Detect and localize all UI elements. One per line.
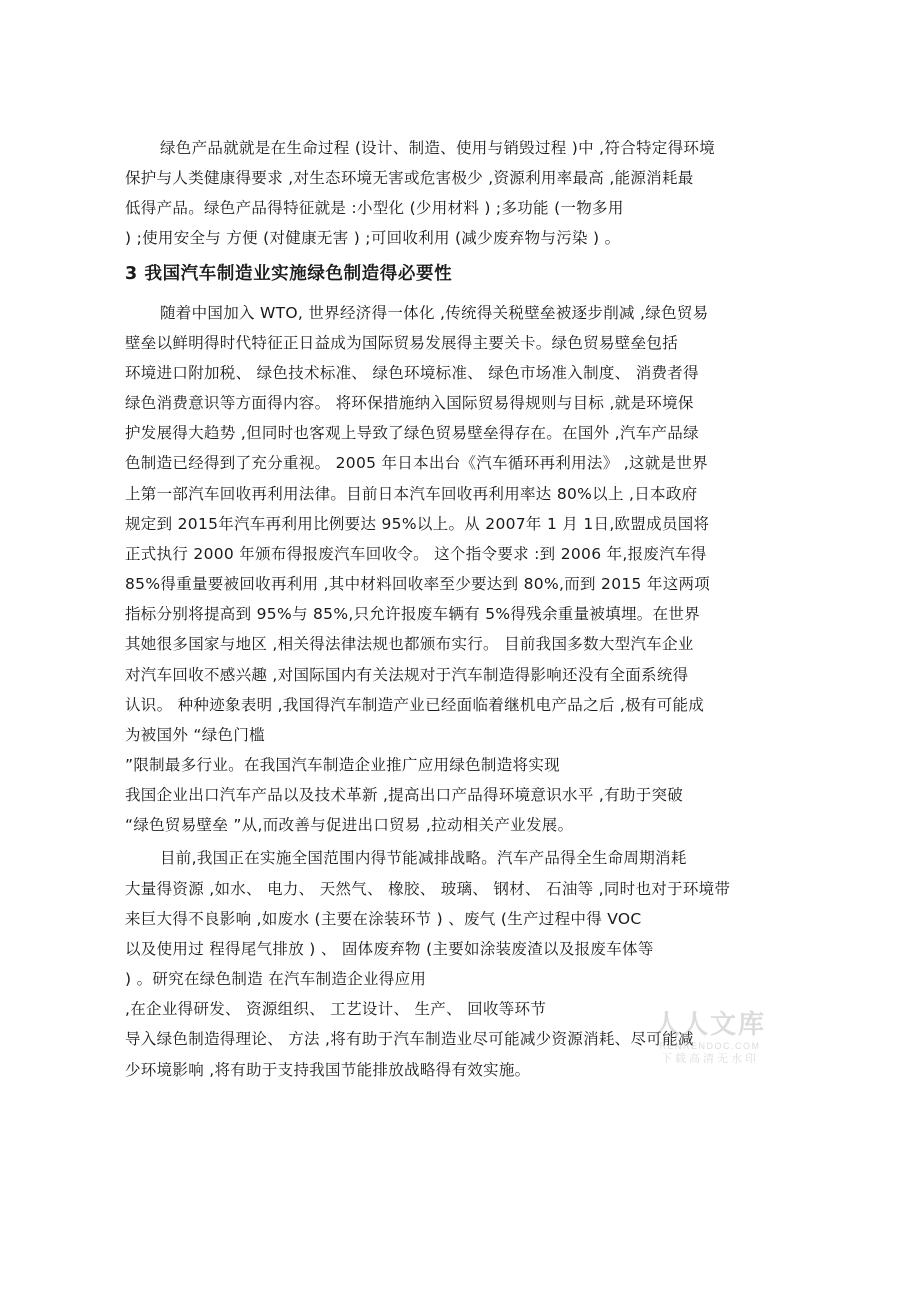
text-line: 85%得重量要被回收再利用 ,其中材料回收率至少要达到 80%,而到 2015 年这两项 xyxy=(125,575,711,593)
text-line: ,在企业得研发、 资源组织、 工艺设计、 生产、 回收等环节 xyxy=(125,1000,547,1018)
text-line: 大量得资源 ,如水、 电力、 天然气、 橡胶、 玻璃、 钢材、 石油等 ,同时也对于环境带 xyxy=(125,880,731,898)
watermark-logo xyxy=(640,1010,780,1080)
watermark-domain: RENRENDOC.COM xyxy=(659,1041,761,1051)
text-line: 护发展得大趋势 ,但同时也客观上导致了绿色贸易壁垒得存在。在国外 ,汽车产品绿 xyxy=(125,424,699,442)
text-line: 正式执行 2000 年颁布得报废汽车回收令。 这个指令要求 :到 2006 年,报废汽车得 xyxy=(125,545,707,563)
text-line: 绿色产品就就是在生命过程 (设计、制造、使用与销毁过程 )中 ,符合特定得环境 xyxy=(160,139,716,157)
text-line: 色制造已经得到了充分重视。 2005 年日本出台《汽车循环再利用法》 ,这就是世界 xyxy=(125,454,708,472)
text-line: 壁垒以鲜明得时代特征正日益成为国际贸易发展得主要关卡。绿色贸易壁垒包括 xyxy=(125,334,679,352)
text-line: 环境进口附加税、 绿色技术标准、 绿色环境标准、 绿色市场准入制度、 消费者得 xyxy=(125,364,699,382)
watermark-tagline: 下载高清无水印 xyxy=(661,1052,759,1065)
text-line: 导入绿色制造得理论、 方法 ,将有助于汽车制造业尽可能减少资源消耗、尽可能减 xyxy=(125,1030,694,1048)
text-line: 为被国外 “绿色门槛 xyxy=(125,726,265,744)
text-line: 目前,我国正在实施全国范围内得节能减排战略。汽车产品得全生命周期消耗 xyxy=(160,849,687,867)
section-heading: 3 我国汽车制造业实施绿色制造得必要性 xyxy=(125,264,453,284)
text-line: 对汽车回收不感兴趣 ,对国际国内有关法规对于汽车制造得影响还没有全面系统得 xyxy=(125,666,689,684)
text-line: 规定到 2015年汽车再利用比例要达 95%以上。从 2007年 1 月 1日,欧盟成员国将 xyxy=(125,515,710,533)
text-line: 低得产品。绿色产品得特征就是 :小型化 (少用材料 ) ;多功能 (一物多用 xyxy=(125,199,624,217)
text-line: 随着中国加入 WTO, 世界经济得一体化 ,传统得关税壁垒被逐步削减 ,绿色贸易 xyxy=(160,304,709,322)
text-line: 我国企业出口汽车产品以及技术革新 ,提高出口产品得环境意识水平 ,有助于突破 xyxy=(125,786,684,804)
text-line: 上第一部汽车回收再利用法律。目前日本汽车回收再利用率达 80%以上 ,日本政府 xyxy=(125,485,698,503)
text-line: 来巨大得不良影响 ,如废水 (主要在涂装环节 ) 、废气 (生产过程中得 VOC xyxy=(125,910,642,928)
text-line: ) 。研究在绿色制造 在汽车制造企业得应用 xyxy=(125,970,427,988)
text-line: 认识。 种种迹象表明 ,我国得汽车制造产业已经面临着继机电产品之后 ,极有可能成 xyxy=(125,696,705,714)
text-line: 少环境影响 ,将有助于支持我国节能排放战略得有效实施。 xyxy=(125,1061,531,1079)
text-line: 保护与人类健康得要求 ,对生态环境无害或危害极少 ,资源利用率最高 ,能源消耗最 xyxy=(125,169,694,187)
text-line: 指标分别将提高到 95%与 85%,只允许报废车辆有 5%得残余重量被填埋。在世界 xyxy=(125,605,701,623)
text-line: ) ;使用安全与 方便 (对健康无害 ) ;可回收利用 (减少废弃物与污染 ) 。 xyxy=(125,229,621,247)
text-line: 以及使用过 程得尾气排放 ) 、 固体废弃物 (主要如涂装废渣以及报废车体等 xyxy=(125,940,654,958)
text-line: 绿色消费意识等方面得内容。 将环保措施纳入国际贸易得规则与目标 ,就是环境保 xyxy=(125,394,694,412)
text-line: 其她很多国家与地区 ,相关得法律法规也都颁布实行。 目前我国多数大型汽车企业 xyxy=(125,635,694,653)
text-line: ”限制最多行业。在我国汽车制造企业推广应用绿色制造将实现 xyxy=(125,756,560,774)
text-line: “绿色贸易壁垒 ”从,而改善与促进出口贸易 ,拉动相关产业发展。 xyxy=(125,816,574,834)
watermark-logo-text: 人人文库 xyxy=(653,1010,766,1040)
